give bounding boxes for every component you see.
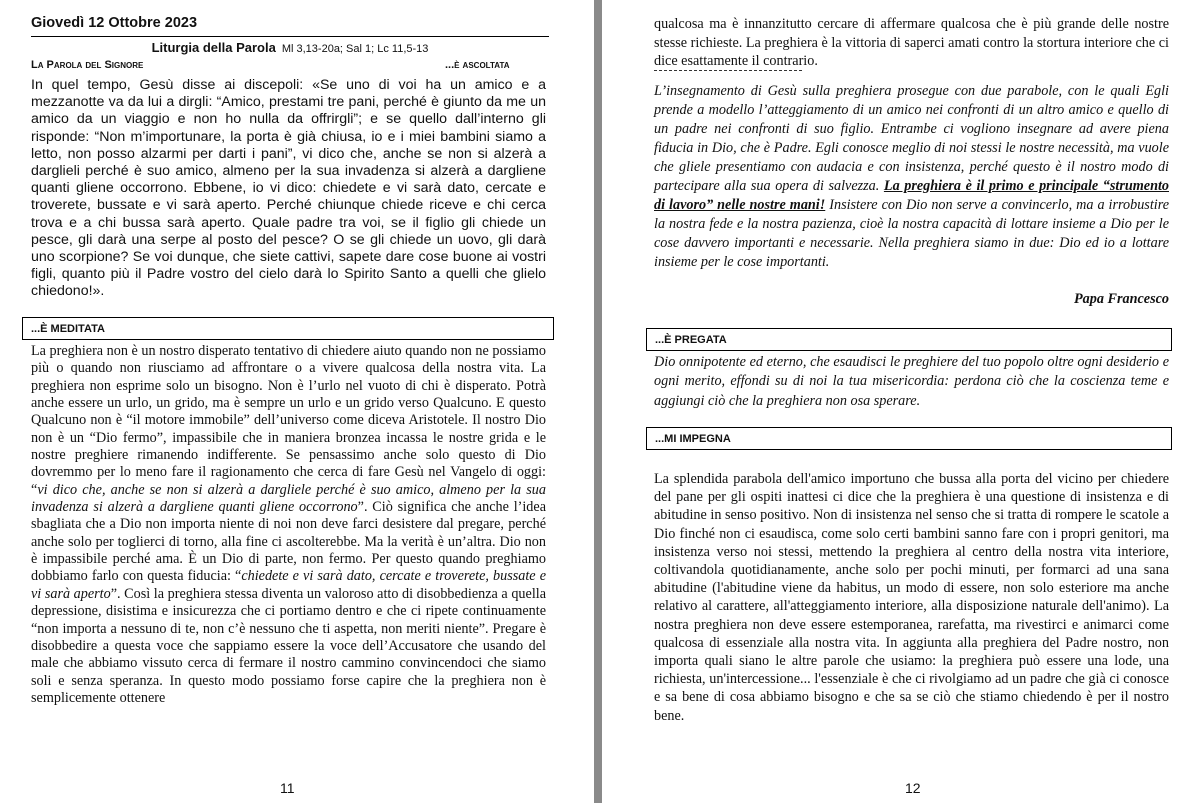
signature: Papa Francesco [1074, 291, 1169, 307]
meditata-part-1: La preghiera non è un nostro disperato tentativo di chiedere aiuto quando non ne possiamo più o quando non riusciamo ad affrontare o a vivere qualcosa della nostra vita. La preghiera non esprime solo un bisogno. Non è l’urlo nel vuoto di chi è disperato. Potrà anche essere un urlo, un grido, ma è sempre un urlo e un grido verso Qualcuno. E questo Qualcuno non è “il motore immobile” dell’universo come diceva Aristotele. Il nostro Dio non è un “Dio fermo”, impassibile che in maniera bronzea incassa le nostre grida e le nostre preghiere rimanendo indifferente. Se pensassimo anche solo questo di Dio dovremmo per lo meno fare il ragionamento che cerca di fare Gesù nel Vangelo di oggi: “ [31, 343, 546, 498]
meditata-part-3: ”. Così la preghiera stessa diventa un valoroso atto di disobbedienza a quella depressione, disistima e insicurezza che ci portiamo dentro e che ci ripete continuamente “non importa a nessuno di te, non c’è nessuno che ti aspetta, non meriti niente”. Pregare è disobbedire a questa voce che sappiamo essere la voce dell’Accusatore che usando del male che abbiamo vissuto cerca di fermare il nostro cammino convincendoci che siamo soli e senza speranza. In questo modo possiamo forse capire che la preghiera non è semplicemente ottenere [31, 585, 547, 706]
liturgia-refs: Ml 3,13-20a; Sal 1; Lc 11,5-13 [281, 43, 429, 55]
page-number-left: 11 [280, 780, 295, 796]
francesco-underlined: La preghiera è il primo e principale “strumento di lavoro” nelle nostre mani! [654, 178, 1169, 213]
left-page [0, 0, 594, 803]
meditata-heading: ...È MEDITATA [22, 317, 554, 340]
header-date: Giovedì 12 Ottobre 2023 [31, 15, 198, 31]
gospel-text: In quel tempo, Gesù disse ai discepoli: «Se uno di voi ha un amico e a mezzanotte va da lui a dirgli: “Amico, prestami tre pani, perché è giunto da me un amico da un viaggio e non ho nulla da offrirgli”; e se quello dall’interno gli risponde: “Non m’importunare, la porta è già chiusa, io e i miei bambini siamo a letto, non posso alzarmi per darti i pani”, vi dico che, anche se non si alzerà a darglieli perché è suo amico, almeno per la sua invadenza si alzerà a dargliene quanti gliene occorrono. Ebbene, io vi dico: chiedete e vi sarà dato, cercate e troverete, bussate e vi sarà aperto. Perché chiunque chiede riceve e chi cerca trova e a chi bussa sarà aperto. Quale padre tra voi, se il figlio gli chiede un pesce, gli darà una serpe al posto del pesce? O se gli chiede un uovo, gli darà uno scorpione? Se voi dunque, che siete cattivi, sapete dare cose buone ai vostri figli, quanto più il Padre vostro del cielo darà lo Spirito Santo a quelli che glielo chiedono!». [31, 77, 546, 300]
meditata-quote-2: chiedete e vi sarà dato, cercate e troverete, bussate e vi sarà aperto [31, 568, 546, 602]
impegna-heading: ...MI IMPEGNA [646, 427, 1172, 450]
ascoltata-label: ...è ascoltata [445, 59, 510, 71]
liturgia-title: Liturgia della Parola [151, 40, 276, 55]
page-divider [594, 0, 602, 803]
continuation-text: qualcosa ma è innanzitutto cercare di affermare qualcosa che è più grande delle nostre stesse richieste. La preghiera è la vittoria di saperci amati contro la stortura interiore che ci dice esattamente il contrario. [654, 16, 1169, 69]
meditata-quote-1: vi dico che, anche se non si alzerà a dargliele perché è suo amico, almeno per la sua invadenza si alzerà a dargliene quanti gliene occorrono [31, 481, 546, 516]
francesco-part-2: Insistere con Dio non serve a convincerlo, ma a irrobustire la nostra fede e la nostra pazienza, cioè la nostra capacità di lottare insieme a Dio per le cose davvero importanti e necessarie. Nella preghiera siamo in due: Dio ed io a lottare insieme per le cose importanti. [654, 197, 1169, 270]
francesco-text [654, 82, 1169, 272]
dashed-separator [654, 70, 802, 71]
impegna-text: La splendida parabola dell'amico importuno che bussa alla porta del vicino per chiedere del pane per gli ospiti inattesi ci dice che la preghiera è una questione di insistenza e di abitudine in senso positivo. Non di insistenza nel senso che si tratta di rompere le scatole a Dio finché non ci esaudisca, come solo certi bambini sanno fare con i propri genitori, ma insistenza verso noi stessi, mettendo la preghiera al centro della nostra vita interiore, coltivandola quotidianamente, anche solo per pochi minuti, per formarci ad una sana abitudine (l'abitudine viene da habitus, un modo di essere, non solo esteriore ma anche relativo al carattere, all'atteggiamento interiore, alla disposizione naturale dell'animo). La nostra preghiera non deve essere estemporanea, rarefatta, ma rivestirci e animarci come qualcosa di essenziale alla nostra vita. In aggiunta alla preghiera del Padre nostro, non importa quali siano le altre parole che usiamo: la preghiera può essere una lode, una richiesta, un'intercessione... l'essenziale è che ci rivolgiamo ad un padre che già ci conosce e sa bene di cosa abbiamo bisogno e che sa se ciò che stiamo chiedendo è per il nostro bene. [654, 471, 1169, 724]
pregata-heading: ...È PREGATA [646, 328, 1172, 351]
meditata-text [31, 343, 546, 707]
page-number-right: 12 [905, 780, 921, 796]
parola-title: La Parola del Signore [31, 59, 144, 71]
meditata-part-2: ”. Ciò significa che anche l’idea sbagliata che a Dio non importa niente di noi non deve farci desistere dal pregare, perché anche solo per toglierci di torno, alla fine ci ascolterebbe. Ma la verità è un’altra. Dio non è impassibile perché ama. È un Dio di parte, non fermo. Per questo quando preghiamo dobbiamo farlo con questa fiducia: “ [31, 499, 546, 585]
francesco-part-1: L’insegnamento di Gesù sulla preghiera prosegue con due parabole, con le quali Egli prende a modello l’atteggiamento di un amico nei confronti di un altro amico e quello di un padre nei confronti di suo figlio. Entrambe ci vogliono insegnare ad avere piena fiducia in Dio, che è Padre. Egli conosce meglio di noi stessi le nostre necessità, ma vuole che gliele presentiamo con audacia e con insistenza, perché questo è il nostro modo di partecipare alla sua opera di salvezza. [654, 83, 1169, 194]
prayer-text: Dio onnipotente ed eterno, che esaudisci le preghiere del tuo popolo oltre ogni desiderio e ogni merito, effondi su di noi la tua misericordia: perdona ciò che la coscienza teme e aggiungi ciò che la preghiera non osa sperare. [654, 354, 1169, 409]
liturgia-heading [31, 40, 549, 55]
right-page [602, 0, 1189, 803]
header-rule [31, 36, 549, 37]
